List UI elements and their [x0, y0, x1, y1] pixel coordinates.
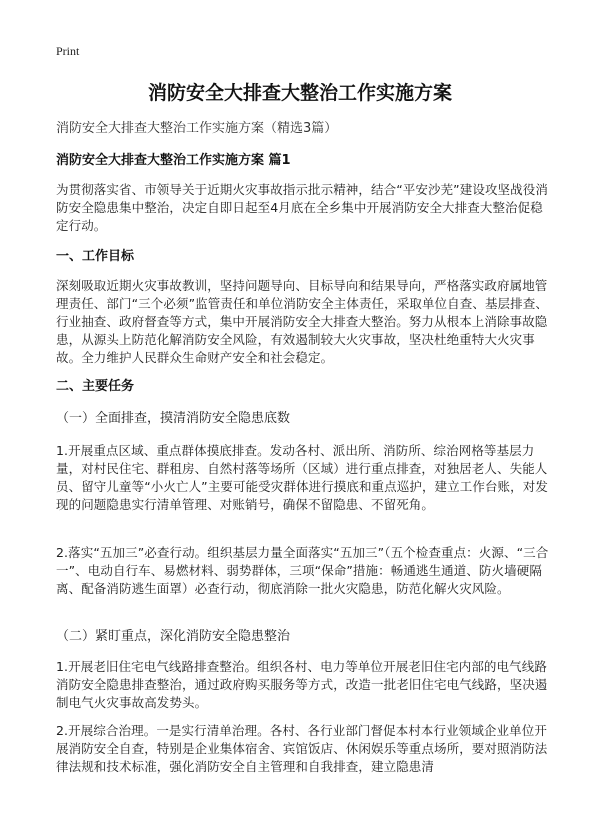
- section-heading-tasks: 二、主要任务: [56, 379, 135, 394]
- goals-paragraph: 深刻吸取近期火灾事故教训，坚持问题导向、目标导向和结果导向，严格落实政府属地管理责任、部门“三个必须”监管责任和单位消防安全主体责任，采取单位自查、基层排查、行业抽查、政府督查等方式，集中开展消防安全大排查大整治。努力从根本上消除事故隐患，从源头上防范化解消防安全风险，有效遏制较大火灾事故，坚决杜绝重特大火灾事故。全力维护人民群众生命财产安全和社会稳定。: [56, 278, 548, 365]
- task-heading-1: （一）全面排查，摸清消防安全隐患底数: [56, 411, 291, 426]
- task2-item-2: 2.开展综合治理。一是实行清单治理。各村、各行业部门督促本村本行业领域企业单位开展消防安全自查，特别是企业集体宿舍、宾馆饭店、休闲娱乐等重点场所，要对照消防法律法规和技术标准，强化消防安全自主管理和自我排查，建立隐患清: [56, 723, 548, 774]
- print-link[interactable]: Print: [56, 44, 80, 58]
- task2-item-1: 1.开展老旧住宅电气线路排查整治。组织各村、电力等单位开展老旧住宅内部的电气线路消防安全隐患排查整治，通过政府购买服务等方式，改造一批老旧住宅电气线路，坚决遏制电气火灾事故高发势头。: [56, 659, 548, 710]
- document-subtitle: 消防安全大排查大整治工作实施方案（精选3篇）: [56, 121, 338, 136]
- section-heading-goals: 一、工作目标: [56, 249, 135, 264]
- chapter-heading: 消防安全大排查大整治工作实施方案 篇1: [56, 153, 291, 168]
- intro-paragraph: 为贯彻落实省、市领导关于近期火灾事故指示批示精神，结合“平安沙芜”建设攻坚战役消防安全隐患集中整治，决定自即日起至4月底在全乡集中开展消防安全大排查大整治促稳定行动。: [56, 182, 548, 233]
- page-title: 消防安全大排查大整治工作实施方案: [147, 82, 452, 104]
- task1-item-1: 1.开展重点区域、重点群体摸底排查。发动各村、派出所、消防所、综治网格等基层力量，对村民住宅、群租房、自然村落等场所（区域）进行重点排查，对独居老人、失能人员、留守儿童等“小火亡人”主要可能受灾群体进行摸底和重点巡护，建立工作台账，对发现的问题隐患实行清单管理、对账销号，确保不留隐患、不留死角。: [56, 443, 548, 512]
- task1-item-2: 2.落实“五加三”必查行动。组织基层力量全面落实“五加三”（五个检查重点：火源、“三合一”、电动自行车、易燃材料、弱势群体，三项“保命”措施：畅通逃生通道、防火墙硬隔离、配备消防逃生面罩）必查行动，彻底消除一批火灾隐患，防范化解火灾风险。: [56, 545, 549, 596]
- task-heading-2: （二）紧盯重点，深化消防安全隐患整治: [56, 629, 291, 644]
